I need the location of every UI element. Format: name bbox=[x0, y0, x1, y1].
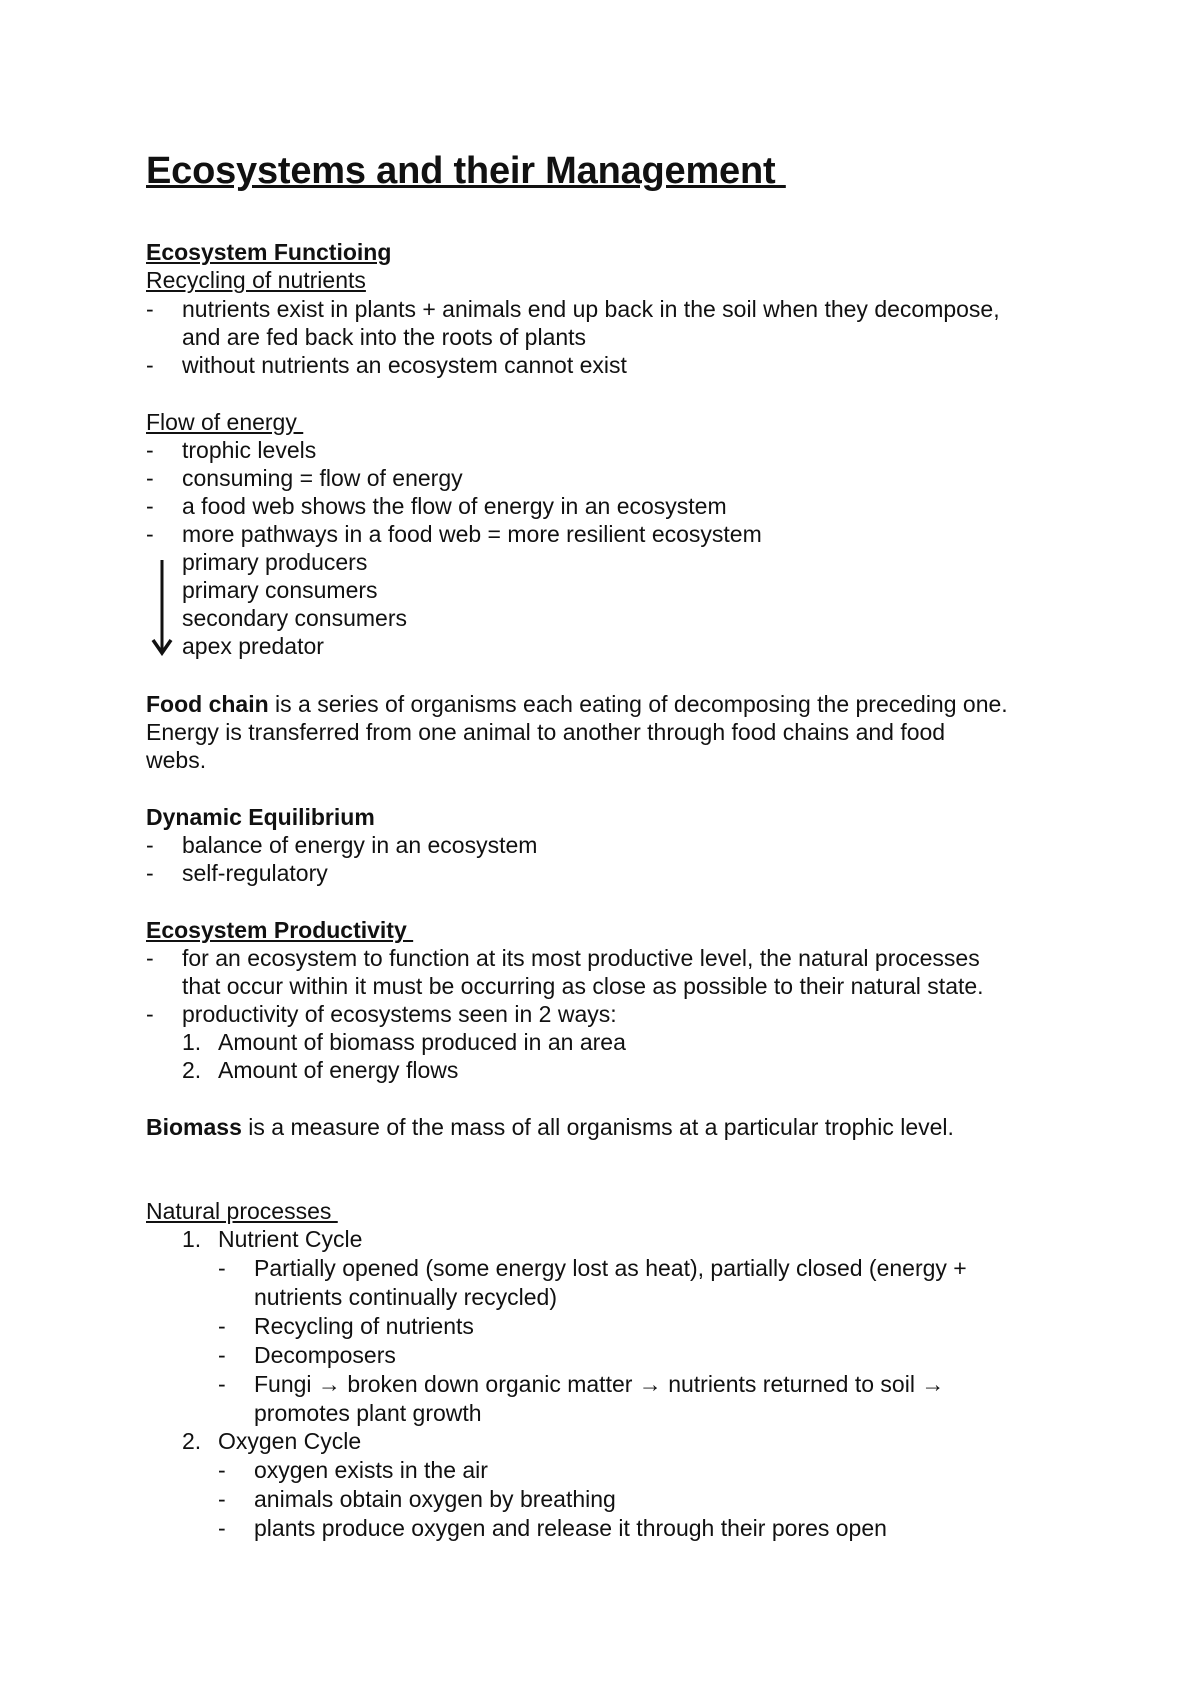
recycling-item: nutrients exist in plants + animals end up back in the soil when they decompose, bbox=[182, 296, 1000, 322]
trophic-level: apex predator bbox=[182, 633, 324, 659]
productivity-heading: Ecosystem Productivity bbox=[146, 917, 414, 943]
down-arrow-icon bbox=[150, 560, 174, 656]
energy-item: more pathways in a food web = more resilient ecosystem bbox=[182, 521, 762, 547]
bullet-dash: - bbox=[218, 1515, 226, 1541]
energy-subheading: Flow of energy bbox=[146, 409, 304, 435]
energy-item: consuming = flow of energy bbox=[182, 465, 463, 491]
energy-item: trophic levels bbox=[182, 437, 317, 463]
bullet-dash: - bbox=[146, 521, 154, 547]
nutrient-item-cont: promotes plant growth bbox=[254, 1400, 482, 1426]
bullet-dash: - bbox=[146, 437, 154, 463]
food-chain-term: Food chain bbox=[146, 691, 269, 717]
nutrient-item: Partially opened (some energy lost as heat), partially closed (energy + bbox=[254, 1255, 967, 1281]
bullet-dash: - bbox=[146, 945, 154, 971]
way-text: Amount of biomass produced in an area bbox=[218, 1029, 626, 1055]
food-chain-definition: is a series of organisms each eating of decomposing the preceding one. bbox=[268, 691, 1008, 717]
bullet-dash: - bbox=[146, 493, 154, 519]
bullet-dash: - bbox=[146, 832, 154, 858]
bullet-dash: - bbox=[146, 465, 154, 491]
process-title: Oxygen Cycle bbox=[218, 1428, 362, 1454]
food-chain-line: webs. bbox=[146, 747, 207, 773]
dynamic-item: self-regulatory bbox=[182, 860, 328, 886]
recycling-item-cont: and are fed back into the roots of plants bbox=[182, 324, 587, 350]
way-number: 2. bbox=[182, 1057, 202, 1083]
oxygen-item: animals obtain oxygen by breathing bbox=[254, 1486, 616, 1512]
process-number: 1. bbox=[182, 1226, 202, 1252]
nutrient-item: Fungi → broken down organic matter → nutrients returned to soil → bbox=[254, 1371, 945, 1397]
way-number: 1. bbox=[182, 1029, 202, 1055]
bullet-dash: - bbox=[218, 1342, 226, 1368]
functioning-heading: Ecosystem Functioing bbox=[146, 239, 392, 265]
dynamic-heading: Dynamic Equilibrium bbox=[146, 804, 375, 830]
biomass-paragraph bbox=[146, 1113, 954, 1141]
recycling-item: without nutrients an ecosystem cannot exist bbox=[182, 352, 627, 378]
trophic-level: primary producers bbox=[182, 549, 368, 575]
natural-heading: Natural processes bbox=[146, 1198, 338, 1224]
way-text: Amount of energy flows bbox=[218, 1057, 459, 1083]
food-chain-line: Energy is transferred from one animal to another through food chains and food bbox=[146, 719, 946, 745]
nutrient-item-cont: nutrients continually recycled) bbox=[254, 1284, 557, 1310]
document-title: Ecosystems and their Management bbox=[146, 150, 786, 192]
oxygen-item: plants produce oxygen and release it through their pores open bbox=[254, 1515, 887, 1541]
bullet-dash: - bbox=[146, 860, 154, 886]
bullet-dash: - bbox=[218, 1255, 226, 1281]
productivity-item: for an ecosystem to function at its most productive level, the natural processes bbox=[182, 945, 980, 971]
bullet-dash: - bbox=[218, 1486, 226, 1512]
bullet-dash: - bbox=[146, 1001, 154, 1027]
trophic-level: primary consumers bbox=[182, 577, 378, 603]
nutrient-item: Recycling of nutrients bbox=[254, 1313, 474, 1339]
nutrient-item: Decomposers bbox=[254, 1342, 396, 1368]
process-number: 2. bbox=[182, 1428, 202, 1454]
bullet-dash: - bbox=[218, 1313, 226, 1339]
biomass-definition: is a measure of the mass of all organisms at a particular trophic level. bbox=[241, 1114, 954, 1140]
bullet-dash: - bbox=[146, 296, 154, 322]
bullet-dash: - bbox=[146, 352, 154, 378]
dynamic-item: balance of energy in an ecosystem bbox=[182, 832, 538, 858]
recycling-subheading: Recycling of nutrients bbox=[146, 267, 366, 293]
trophic-level: secondary consumers bbox=[182, 605, 407, 631]
bullet-dash: - bbox=[218, 1371, 226, 1397]
bullet-dash: - bbox=[218, 1457, 226, 1483]
energy-item: a food web shows the flow of energy in an ecosystem bbox=[182, 493, 727, 519]
process-title: Nutrient Cycle bbox=[218, 1226, 363, 1252]
biomass-term: Biomass bbox=[146, 1114, 242, 1140]
food-chain-paragraph bbox=[146, 690, 1008, 718]
oxygen-item: oxygen exists in the air bbox=[254, 1457, 488, 1483]
productivity-item: productivity of ecosystems seen in 2 ways: bbox=[182, 1001, 617, 1027]
productivity-item-cont: that occur within it must be occurring as close as possible to their natural state. bbox=[182, 973, 984, 999]
